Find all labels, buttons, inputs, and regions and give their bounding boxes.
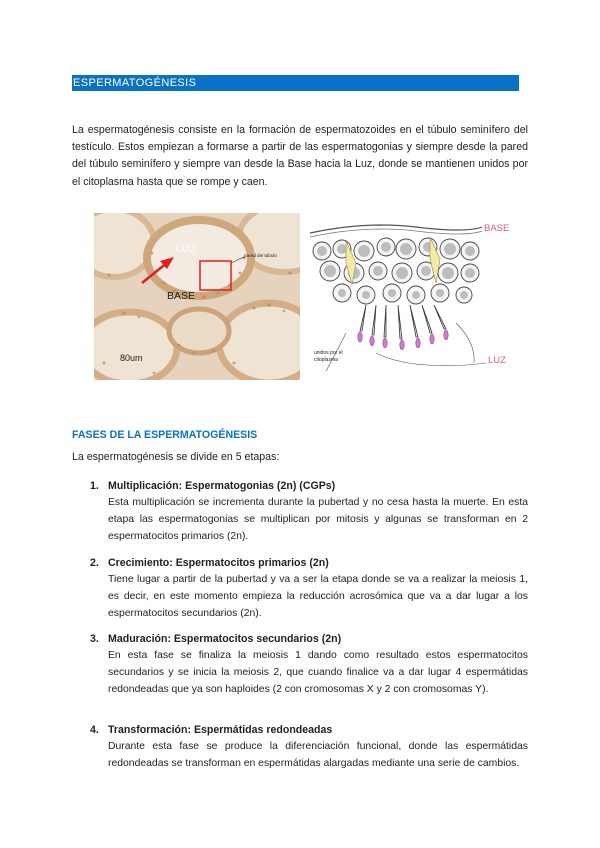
phase-item: [90, 478, 528, 545]
micrograph-label-base: BASE: [167, 290, 196, 302]
phase-number: 3.: [90, 633, 99, 645]
micrograph-label-luz: LUZ: [176, 243, 196, 255]
intro-paragraph: La espermatogénesis consiste en la formación de espermatozoides en el túbulo seminífero del testículo. Estos empiezan a formarse a partir de las espermatogonias y siempre desde la pared del túbulo seminífero y siempre van desde la Base hacia la Luz, donde se mantienen unidos por el citoplasma hasta que se rompe y caen.: [72, 124, 528, 188]
phase-item: [90, 555, 528, 622]
tubule-diagram-image: [306, 213, 526, 380]
phase-number: 4.: [90, 724, 99, 736]
phase-item: [90, 631, 528, 698]
phases-intro: La espermatogénesis se divide en 5 etapas:: [72, 451, 280, 463]
phases-heading: FASES DE LA ESPERMATOGÉNESIS: [72, 429, 258, 441]
diagram-label-united-1: unidos por el: [314, 350, 343, 356]
phase-heading: [90, 631, 528, 647]
micrograph-label-wall: pared del túbulo: [244, 253, 277, 258]
phase-heading: [90, 478, 528, 494]
phase-title: Crecimiento: Espermatocitos primarios (2n): [108, 557, 329, 569]
diagram-label-luz: LUZ: [488, 355, 506, 366]
micrograph-scale-label: 80um: [120, 353, 143, 363]
section-title-bar: ESPERMATOGÉNESIS: [72, 75, 519, 91]
phase-body: Durante esta fase se produce la diferenciación funcional, donde las espermátidas redondeadas se transforman en espermátidas alargadas mediante una serie de cambios.: [108, 741, 528, 769]
micrograph-figure: [94, 213, 300, 380]
phase-title: Transformación: Espermátidas redondeadas: [108, 724, 333, 736]
phase-title: Maduración: Espermatocitos secundarios (2n): [108, 633, 342, 645]
diagram-label-base: BASE: [484, 223, 510, 234]
phase-heading: [90, 555, 528, 571]
diagram-label-united-2: citoplasma: [314, 357, 338, 363]
phase-body: Tiene lugar a partir de la pubertad y va a ser la etapa donde se va a realizar la meiosis 1, es decir, en este momento empieza la reducción acrosómica que va a dar lugar a los espermatocitos secundarios (2n).: [108, 574, 528, 619]
phase-number: 2.: [90, 557, 99, 569]
phase-title: Multiplicación: Espermatogonias (2n) (CGPs): [108, 480, 336, 492]
phase-body: En esta fase se finaliza la meiosis 1 dando como resultado estos espermatocitos secundarios y se inicia la meiosis 2, que cuando finalice va a dar lugar 4 espermátidas redondeadas que ya son haploides (2 con cromosomas X y 2 con cromosomas Y).: [108, 650, 528, 695]
phase-heading: [90, 722, 528, 738]
phase-body: Esta multiplicación se incrementa durante la pubertad y no cesa hasta la muerte. En esta etapa las espermatogonias se multiplican por mitosis y algunas se transforman en 2 espermatocitos primarios (2n).: [108, 497, 528, 542]
micrograph-image: [94, 213, 300, 380]
phase-item: [90, 722, 528, 772]
tubule-diagram-figure: [306, 213, 526, 380]
phase-number: 1.: [90, 480, 99, 492]
